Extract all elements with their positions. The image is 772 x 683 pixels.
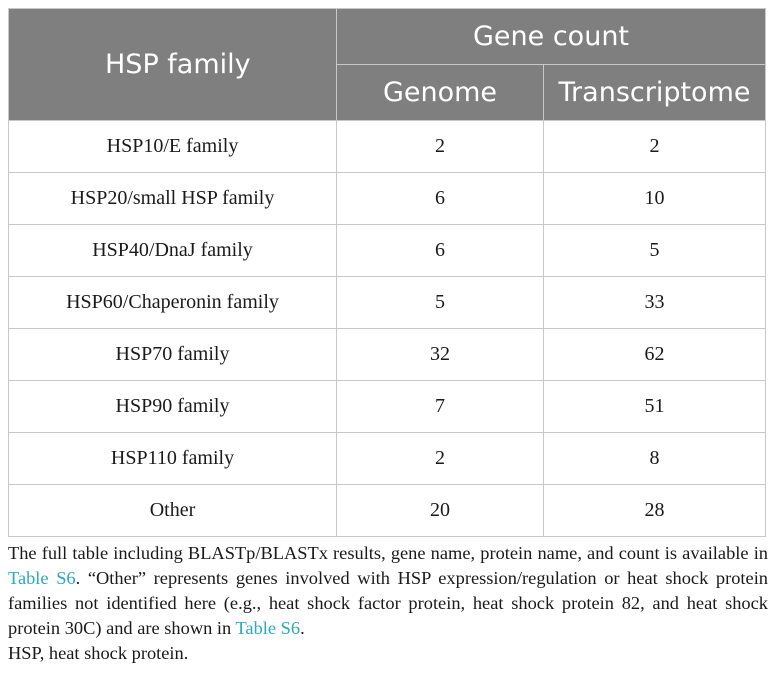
cell-genome: 20: [337, 485, 544, 537]
table-row: [9, 121, 766, 173]
cell-transcriptome: 33: [544, 277, 766, 329]
table-row: [9, 329, 766, 381]
cell-family: Other: [9, 485, 337, 537]
header-genome: Genome: [337, 65, 544, 121]
table-s6-link-2[interactable]: Table S6: [235, 618, 301, 638]
footnote-text-3: .: [300, 618, 305, 638]
cell-transcriptome: 5: [544, 225, 766, 277]
footnote-paragraph: [8, 541, 768, 641]
header-gene-count: Gene count: [337, 9, 766, 65]
footnote-abbreviation: HSP, heat shock protein.: [8, 643, 189, 663]
cell-genome: 2: [337, 433, 544, 485]
cell-family: HSP10/E family: [9, 121, 337, 173]
header-hsp-family: HSP family: [9, 9, 337, 121]
cell-transcriptome: 28: [544, 485, 766, 537]
table-container: [8, 8, 765, 537]
table-row: [9, 485, 766, 537]
cell-family: HSP20/small HSP family: [9, 173, 337, 225]
table-s6-link[interactable]: Table S6: [8, 568, 76, 588]
cell-transcriptome: 8: [544, 433, 766, 485]
cell-transcriptome: 2: [544, 121, 766, 173]
cell-genome: 5: [337, 277, 544, 329]
header-transcriptome: Transcriptome: [544, 65, 766, 121]
table-row: [9, 433, 766, 485]
footnote-text-1: The full table including BLASTp/BLASTx results, gene name, protein name, and count is available in: [8, 543, 768, 563]
table-footnote: [8, 541, 768, 666]
cell-genome: 6: [337, 225, 544, 277]
table-row: [9, 173, 766, 225]
table-row: [9, 381, 766, 433]
cell-family: HSP70 family: [9, 329, 337, 381]
footnote-text-2: . “Other” represents genes involved with HSP expression/regulation or heat shock protein families not identified here (e.g., heat shock factor protein, heat shock protein 82, and heat shock protein 30C) and are shown in: [8, 568, 768, 638]
cell-family: HSP60/Chaperonin family: [9, 277, 337, 329]
cell-transcriptome: 10: [544, 173, 766, 225]
table-row: [9, 225, 766, 277]
cell-transcriptome: 62: [544, 329, 766, 381]
cell-genome: 7: [337, 381, 544, 433]
cell-genome: 2: [337, 121, 544, 173]
hsp-gene-count-table: [8, 8, 766, 537]
cell-family: HSP40/DnaJ family: [9, 225, 337, 277]
cell-transcriptome: 51: [544, 381, 766, 433]
cell-family: HSP110 family: [9, 433, 337, 485]
cell-genome: 32: [337, 329, 544, 381]
table-row: [9, 277, 766, 329]
cell-family: HSP90 family: [9, 381, 337, 433]
cell-genome: 6: [337, 173, 544, 225]
